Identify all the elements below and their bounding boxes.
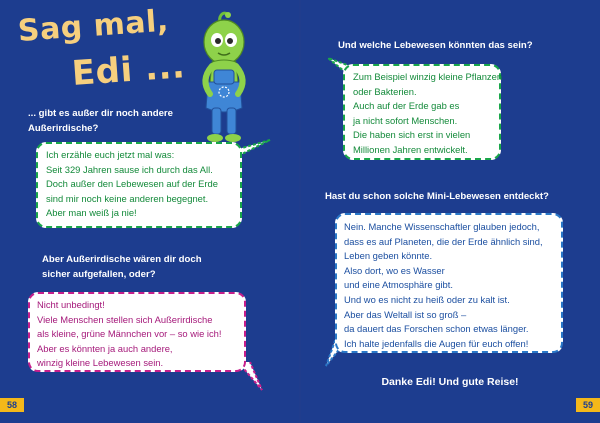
answer-line: Zum Beispiel winzig kleine Pflanzen	[353, 71, 503, 82]
question-4-line: Hast du schon solche Mini-Lebewesen entdeckt?	[325, 191, 549, 202]
heading-line-1: Sag mal,	[16, 3, 170, 49]
answer-bubble-1	[36, 142, 242, 228]
question-3-line: Und welche Lebewesen könnten das sein?	[338, 40, 533, 51]
answer-line: Viele Menschen stellen sich Außerirdische	[37, 313, 213, 325]
question-1-line: Außerirdische?	[28, 122, 99, 134]
question-3	[338, 39, 533, 54]
page-number-left: 58	[0, 398, 24, 412]
answer-line: Auch auf der Erde gab es	[353, 100, 460, 112]
answer-bubble-2	[28, 292, 246, 372]
question-1	[28, 107, 173, 136]
answer-line: Die haben sich erst in vielen	[353, 129, 471, 141]
answer-line: da dauert das Forschen schon etwas länger.	[344, 323, 529, 335]
answer-line: Also dort, wo es Wasser	[344, 264, 445, 276]
answer-line: Doch außer den Lebewesen auf der Erde	[46, 178, 218, 190]
answer-line: dass es auf Planeten, die der Erde ähnlich sind,	[344, 235, 543, 247]
answer-line: Millionen Jahren entwickelt.	[353, 143, 468, 155]
answer-line: Aber das Weltall ist so groß –	[344, 308, 467, 320]
question-2	[42, 253, 202, 282]
question-2-line: Aber Außerirdische wären dir doch	[42, 254, 202, 265]
answer-line: und eine Atmosphäre gibt.	[344, 279, 453, 291]
answer-line: Aber man weiß ja nie!	[46, 207, 137, 219]
answer-line: oder Bakterien.	[353, 85, 417, 97]
question-4	[325, 190, 549, 205]
heading-line-2: Edi ...	[70, 46, 187, 94]
answer-line: Und wo es nicht zu heiß oder zu kalt ist.	[344, 293, 510, 305]
page-number-right: 59	[576, 398, 600, 412]
page-gutter	[299, 0, 301, 423]
answer-line: Aber es könnten ja auch andere,	[37, 342, 173, 354]
answer-line: sind mir noch keine anderen begegnet.	[46, 192, 209, 204]
answer-line: Seit 329 Jahren sause ich durch das All.	[46, 163, 213, 175]
answer-line: Leben geben könnte.	[344, 250, 433, 262]
question-2-line: sicher aufgefallen, oder?	[42, 268, 156, 280]
answer-line: Nicht unbedingt!	[37, 299, 105, 310]
answer-line: als kleine, grüne Männchen vor – so wie ich!	[37, 328, 222, 340]
closing-line: Danke Edi! Und gute Reise!	[381, 376, 519, 388]
answer-line: Ich halte jedenfalls die Augen für euch offen!	[344, 337, 529, 349]
answer-line: ja nicht sofort Menschen.	[353, 114, 458, 126]
answer-line: Ich erzähle euch jetzt mal was:	[46, 149, 175, 160]
answer-bubble-3	[343, 64, 501, 160]
answer-bubble-4	[335, 213, 563, 353]
question-1-line: ... gibt es außer dir noch andere	[28, 108, 174, 119]
alien-edi-icon	[190, 8, 260, 148]
answer-line: Nein. Manche Wissenschaftler glauben jedoch,	[344, 221, 540, 232]
answer-line: winzig kleine Lebewesen sein.	[37, 357, 164, 369]
